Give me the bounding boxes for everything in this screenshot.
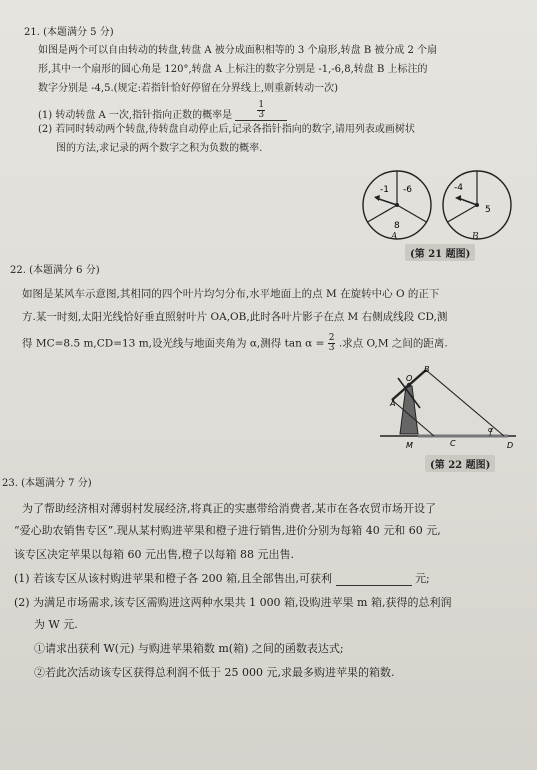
label-m: M bbox=[406, 441, 413, 450]
q22-line-3 bbox=[22, 334, 448, 353]
q23-part2-line-1: (2) 为满足市场需求,该专区需购进这两种水果共 1 000 箱,设购进苹果 m 箱,获得的总利润 bbox=[14, 596, 452, 609]
q22-line-3-pre: 得 MC=8.5 m,CD=13 m,设光线与地面夹角为 α,测得 tan α = bbox=[22, 337, 325, 350]
spinner-a-num-3: 8 bbox=[394, 221, 400, 231]
label-c: C bbox=[450, 439, 456, 448]
q22-tan-denominator: 3 bbox=[328, 343, 335, 353]
q21-part1 bbox=[38, 100, 287, 123]
q21-line-1: 如图是两个可以自由转动的转盘,转盘 A 被分成面积相等的 3 个扇形,转盘 B 被分成 2 个扇 bbox=[38, 45, 438, 56]
q23-part1-text: (1) 若该专区从该村购进苹果和橙子各 200 箱,且全部售出,可获利 bbox=[14, 572, 333, 585]
q23-intro-2: “爱心助农销售专区”.现从某村购进苹果和橙子进行销售,进价分别为每箱 40 元和 60 元, bbox=[14, 524, 441, 537]
label-b: B bbox=[424, 365, 430, 374]
q22-heading: 22. (本题满分 6 分) bbox=[10, 265, 100, 276]
q23-part1 bbox=[14, 572, 430, 586]
q21-part2-line-1: (2) 若同时转动两个转盘,待转盘自动停止后,记录各指针指向的数字,请用列表或画树状 bbox=[38, 124, 415, 135]
label-alpha: α bbox=[488, 426, 493, 434]
q23-heading: 23. (本题满分 7 分) bbox=[2, 478, 92, 489]
spinner-a-num-1: -1 bbox=[380, 185, 389, 195]
q23-part1-blank bbox=[336, 573, 412, 586]
q21-part1-fraction bbox=[257, 101, 265, 120]
q21-part2-line-2: 图的方法,求记录的两个数字之积为负数的概率. bbox=[56, 143, 263, 154]
q21-line-3: 数字分别是 -4,5.(规定:若指针恰好停留在分界线上,则重新转动一次) bbox=[38, 83, 338, 94]
q22-line-3-post: .求点 O,M 之间的距离. bbox=[338, 337, 448, 350]
q22-tan-fraction bbox=[328, 334, 336, 353]
q23-intro-1: 为了帮助经济相对薄弱村发展经济,将真正的实惠带给消费者,某市在各农贸市场开设了 bbox=[22, 502, 436, 515]
label-d: D bbox=[507, 441, 514, 450]
spinner-b-label: B bbox=[472, 232, 479, 242]
q23-part1-unit: 元; bbox=[415, 572, 430, 585]
label-a: A bbox=[390, 399, 396, 408]
q21-heading: 21. (本题满分 5 分) bbox=[24, 27, 114, 38]
q23-sub-1: ①请求出获利 W(元) 与购进苹果箱数 m(箱) 之间的函数表达式; bbox=[34, 642, 344, 655]
q21-figure-caption: (第 21 题图) bbox=[405, 244, 475, 261]
spinner-a-num-2: -6 bbox=[403, 185, 412, 195]
windmill-figure bbox=[378, 362, 518, 458]
label-o: O bbox=[406, 374, 413, 383]
q22-line-2: 方.某一时刻,太阳光线恰好垂直照射叶片 OA,OB,此时各叶片影子在点 M 右侧成线段 CD,测 bbox=[22, 311, 448, 323]
q21-part1-text: (1) 转动转盘 A 一次,指针指向正数的概率是 bbox=[38, 110, 233, 121]
q22-line-1: 如图是某风车示意图,其相同的四个叶片均匀分布,水平地面上的点 M 在旋转中心 O 的正下 bbox=[22, 288, 440, 300]
q21-part1-answer bbox=[235, 101, 287, 121]
spinner-a-label: A bbox=[391, 232, 398, 242]
q22-tan-numerator: 2 bbox=[328, 333, 335, 343]
q21-answer-denominator: 3 bbox=[258, 110, 265, 120]
q23-sub-2: ②若此次活动该专区获得总利润不低于 25 000 元,求最多购进苹果的箱数. bbox=[34, 666, 395, 679]
q21-line-2: 形,其中一个扇形的圆心角是 120°,转盘 A 上标注的数字分别是 -1,-6,8,转盘 B 上标注的 bbox=[38, 64, 428, 75]
spinner-b-num-1: -4 bbox=[454, 183, 463, 193]
q23-intro-3: 该专区决定苹果以每箱 60 元出售,橙子以每箱 88 元出售. bbox=[14, 548, 294, 561]
q22-figure-caption: (第 22 题图) bbox=[425, 455, 495, 472]
spinner-b-num-2: 5 bbox=[485, 205, 491, 215]
q21-answer-numerator: 1 bbox=[258, 100, 265, 110]
q23-part2-line-2: 为 W 元. bbox=[34, 618, 78, 631]
